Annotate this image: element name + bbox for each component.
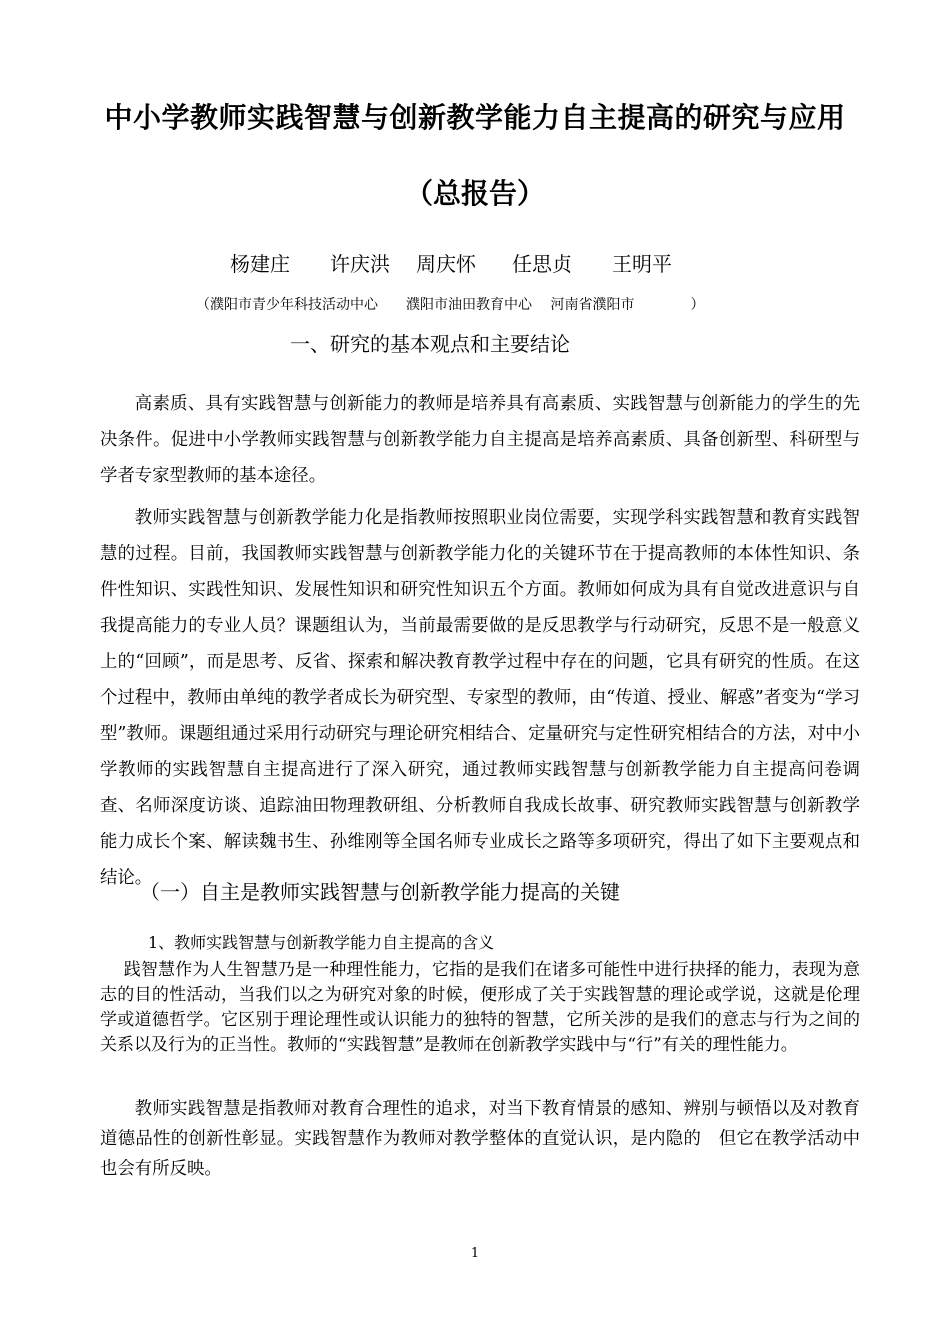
section-heading: 一、研究的基本观点和主要结论: [290, 332, 570, 356]
body-paragraph: 践智慧作为人生智慧乃是一种理性能力，它指的是我们在诸多可能性中进行抉择的能力，表现为意志的目的性活动，当我们以之为研究对象的时候，便形成了关于实践智慧的理论或学说，这就是伦理学或道德哲学。它区别于理论理性或认识能力的独特的智慧，它所关涉的是我们的意志与行为之间的关系以及行为的正当性。教师的“实践智慧”是教师在创新教学实践中与“行”有关的理性能力。: [100, 960, 860, 1055]
document-title: 中小学教师实践智慧与创新教学能力自主提高的研究与应用: [104, 101, 846, 134]
body-paragraph: 高素质、具有实践智慧与创新能力的教师是培养具有高素质、实践智慧与创新能力的学生的先决条件。促进中小学教师实践智慧与创新教学能力自主提高是培养高素质、具备创新型、科研型与学者专家型教师的基本途径。: [100, 394, 860, 486]
author-name: 王明平: [612, 252, 672, 276]
author-name: 杨建庄: [230, 252, 290, 276]
author-name: 任思贞: [512, 252, 572, 276]
author-list: [230, 248, 750, 277]
body-paragraph: 教师实践智慧与创新教学能力化是指教师按照职业岗位需要，实现学科实践智慧和教育实践智慧的过程。目前，我国教师实践智慧与创新教学能力化的关键环节在于提高教师的本体性知识、条件性知识、实践性知识、发展性知识和研究性知识五个方面。教师如何成为具有自觉改进意识与自我提高能力的专业人员？课题组认为，当前最需要做的是反思教学与行动研究，反思不是一般意义上的“回顾”，而是思考、反省、探索和解决教育教学过程中存在的问题，它具有研究的性质。在这个过程中，教师由单纯的教学者成长为研究型、专家型的教师，由“传道、授业、解惑”者变为“学习型”教师。课题组通过采用行动研究与理论研究相结合、定量研究与定性研究相结合的方法，对中小学教师的实践智慧自主提高进行了深入研究，通过教师实践智慧与创新教学能力自主提高问卷调查、名师深度访谈、追踪油田物理教研组、分析教师自我成长故事、研究教师实践智慧与创新教学能力成长个案、解读魏书生、孙维刚等全国名师专业成长之路等多项研究，得出了如下主要观点和结论。: [100, 508, 860, 888]
author-name: 许庆洪: [330, 252, 390, 276]
author-affiliation: （濮阳市青少年科技活动中心 濮阳市油田教育中心 河南省濮阳市 ）: [196, 297, 705, 313]
document-subtitle: （总报告）: [404, 177, 545, 210]
page-number: 1: [470, 1246, 480, 1261]
author-name: 周庆怀: [416, 252, 476, 276]
body-paragraph: 教师实践智慧是指教师对教育合理性的追求，对当下教育情景的感知、辨别与顿悟以及对教育道德品性的创新性彰显。实践智慧作为教师对教学整体的直觉认识，是内隐的 但它在教学活动中也会有所反映。: [100, 1099, 860, 1179]
subsection-heading: （一）自主是教师实践智慧与创新教学能力提高的关键: [140, 880, 620, 904]
item-heading: 1、教师实践智慧与创新教学能力自主提高的含义: [148, 933, 495, 952]
